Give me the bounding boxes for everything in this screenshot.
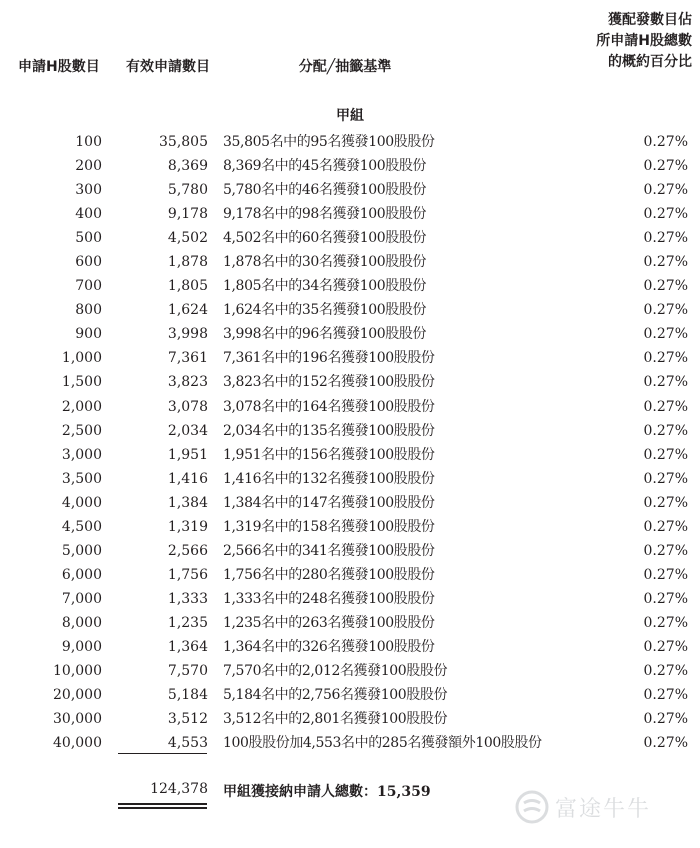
cell-percentage: 0.27% [643,663,688,680]
total-label [223,781,431,801]
table-row [0,179,700,203]
cell-valid-applications: 1,951 [167,446,208,463]
cell-valid-applications: 2,034 [167,422,208,439]
table-row [0,612,700,636]
table-row [0,227,700,251]
total-double-rule-top [118,803,207,805]
cell-valid-applications: 1,384 [167,494,208,511]
cell-allocation-basis: 1,756名中的280名獲發100股股份 [223,566,435,583]
table-row [0,588,700,612]
cell-valid-applications: 2,566 [167,542,208,559]
cell-shares-applied: 200 [75,158,102,175]
cell-allocation-basis: 3,823名中的152名獲發100股股份 [223,374,435,391]
table-row [0,371,700,395]
cell-shares-applied: 10,000 [53,663,102,680]
cell-percentage: 0.27% [643,302,688,319]
cell-shares-applied: 30,000 [53,711,102,728]
cell-shares-applied: 400 [75,206,102,223]
cell-shares-applied: 500 [75,230,102,247]
cell-shares-applied: 7,000 [61,590,102,607]
cell-valid-applications: 1,364 [167,638,208,655]
cell-valid-applications: 5,184 [167,687,208,704]
cell-percentage: 0.27% [643,278,688,295]
cell-allocation-basis: 5,780名中的46名獲發100股股份 [223,182,427,199]
table-row [0,299,700,323]
cell-allocation-basis: 1,951名中的156名獲發100股股份 [223,446,435,463]
cell-percentage: 0.27% [643,374,688,391]
cell-allocation-basis: 4,502名中的60名獲發100股股份 [223,230,427,247]
cell-percentage: 0.27% [643,518,688,535]
header-percentage-line2: 所申請H股總數 [596,33,692,49]
cell-percentage: 0.27% [643,398,688,415]
group-label: 甲組 [336,108,364,124]
cell-valid-applications: 5,780 [167,182,208,199]
cell-valid-applications: 4,502 [167,230,208,247]
table-row [0,732,700,756]
cell-shares-applied: 20,000 [53,687,102,704]
cell-allocation-basis: 1,416名中的132名獲發100股股份 [223,470,435,487]
header-percentage-line1: 獲配發數目佔 [608,12,692,28]
cell-shares-applied: 300 [75,182,102,199]
table-row [0,323,700,347]
cell-shares-applied: 100 [75,134,102,150]
header-percentage-line3: 的概約百分比 [608,54,692,70]
table-row [0,636,700,660]
cell-allocation-basis: 2,566名中的341名獲發100股股份 [223,542,435,559]
futu-logo-icon [515,790,549,824]
table-row [0,155,700,179]
cell-valid-applications: 1,319 [167,518,208,535]
cell-valid-applications: 7,570 [167,663,208,680]
table-row [0,660,700,684]
header-percentage [580,10,692,73]
cell-percentage: 0.27% [643,494,688,511]
cell-valid-applications: 1,805 [167,278,208,295]
table-row [0,347,700,371]
table-row [0,564,700,588]
cell-shares-applied: 700 [75,278,102,295]
cell-allocation-basis: 3,998名中的96名獲發100股股份 [223,326,427,343]
cell-percentage: 0.27% [643,566,688,583]
table-row [0,492,700,516]
table-row [0,203,700,227]
cell-valid-applications: 1,624 [167,302,208,319]
cell-percentage: 0.27% [643,134,688,150]
cell-shares-applied: 1,000 [61,350,102,367]
cell-allocation-basis: 1,805名中的34名獲發100股股份 [223,278,427,295]
allocation-table [0,131,700,756]
cell-allocation-basis: 1,364名中的326名獲發100股股份 [223,638,435,655]
cell-shares-applied: 6,000 [61,566,102,583]
cell-allocation-basis: 35,805名中的95名獲發100股股份 [223,134,435,150]
table-row [0,468,700,492]
cell-valid-applications: 3,512 [167,711,208,728]
cell-percentage: 0.27% [643,470,688,487]
cell-valid-applications: 1,235 [167,614,208,631]
cell-allocation-basis: 5,184名中的2,756名獲發100股股份 [223,687,448,704]
cell-valid-applications: 1,416 [167,470,208,487]
cell-allocation-basis: 1,319名中的158名獲發100股股份 [223,518,435,535]
cell-percentage: 0.27% [643,711,688,728]
total-double-rule-bottom [118,807,207,809]
cell-shares-applied: 800 [75,302,102,319]
cell-percentage: 0.27% [643,735,688,752]
table-row [0,131,700,155]
header-shares-applied: 申請H股數目 [18,59,100,75]
total-successful-applicants: 15,359 [377,784,431,800]
cell-percentage: 0.27% [643,687,688,704]
cell-allocation-basis: 2,034名中的135名獲發100股股份 [223,422,435,439]
cell-valid-applications: 35,805 [159,134,208,150]
cell-percentage: 0.27% [643,230,688,247]
cell-valid-applications: 3,078 [167,398,208,415]
table-row [0,516,700,540]
table-row [0,396,700,420]
cell-allocation-basis: 1,333名中的248名獲發100股股份 [223,590,435,607]
table-row [0,420,700,444]
cell-shares-applied: 2,000 [61,398,102,415]
cell-allocation-basis: 1,878名中的30名獲發100股股份 [223,254,427,271]
header-allocation-basis: 分配╱抽籤基準 [298,59,392,75]
cell-shares-applied: 4,000 [61,494,102,511]
table-row [0,251,700,275]
cell-percentage: 0.27% [643,206,688,223]
cell-shares-applied: 900 [75,326,102,343]
cell-shares-applied: 9,000 [61,638,102,655]
cell-allocation-basis: 7,570名中的2,012名獲發100股股份 [223,663,448,680]
cell-allocation-basis: 3,512名中的2,801名獲發100股股份 [223,711,448,728]
cell-allocation-basis: 9,178名中的98名獲發100股股份 [223,206,427,223]
table-row [0,275,700,299]
cell-percentage: 0.27% [643,182,688,199]
cell-shares-applied: 600 [75,254,102,271]
cell-allocation-basis: 100股股份加4,553名中的285名獲發額外100股股份 [223,735,542,752]
table-row [0,684,700,708]
cell-valid-applications: 1,878 [167,254,208,271]
table-row [0,708,700,732]
table-row [0,444,700,468]
total-label-text: 甲組獲接納申請人總數： [223,784,377,800]
cell-percentage: 0.27% [643,590,688,607]
cell-valid-applications: 3,823 [167,374,208,391]
cell-valid-applications: 1,333 [167,590,208,607]
cell-allocation-basis: 8,369名中的45名獲發100股股份 [223,158,427,175]
cell-percentage: 0.27% [643,158,688,175]
cell-percentage: 0.27% [643,542,688,559]
cell-percentage: 0.27% [643,614,688,631]
cell-shares-applied: 8,000 [61,614,102,631]
watermark-text: 富途牛牛 [555,796,652,822]
total-valid-applications: 124,378 [150,781,208,797]
cell-valid-applications: 3,998 [167,326,208,343]
cell-valid-applications: 8,369 [167,158,208,175]
header-valid-applications: 有效申請數目 [126,59,210,75]
cell-allocation-basis: 3,078名中的164名獲發100股股份 [223,398,435,415]
cell-allocation-basis: 1,235名中的263名獲發100股股份 [223,614,435,631]
cell-shares-applied: 4,500 [61,518,102,535]
cell-percentage: 0.27% [643,326,688,343]
cell-allocation-basis: 7,361名中的196名獲發100股股份 [223,350,435,367]
cell-valid-applications: 7,361 [167,350,208,367]
table-row [0,540,700,564]
subtotal-rule [118,753,207,754]
watermark [515,790,651,824]
cell-valid-applications: 1,756 [167,566,208,583]
cell-allocation-basis: 1,624名中的35名獲發100股股份 [223,302,427,319]
cell-shares-applied: 40,000 [53,735,102,752]
cell-shares-applied: 5,000 [61,542,102,559]
cell-shares-applied: 3,500 [61,470,102,487]
cell-shares-applied: 3,000 [61,446,102,463]
cell-percentage: 0.27% [643,254,688,271]
cell-shares-applied: 1,500 [61,374,102,391]
cell-valid-applications: 4,553 [167,735,208,752]
cell-percentage: 0.27% [643,422,688,439]
cell-percentage: 0.27% [643,446,688,463]
cell-percentage: 0.27% [643,638,688,655]
cell-valid-applications: 9,178 [167,206,208,223]
cell-percentage: 0.27% [643,350,688,367]
cell-allocation-basis: 1,384名中的147名獲發100股股份 [223,494,435,511]
cell-shares-applied: 2,500 [61,422,102,439]
